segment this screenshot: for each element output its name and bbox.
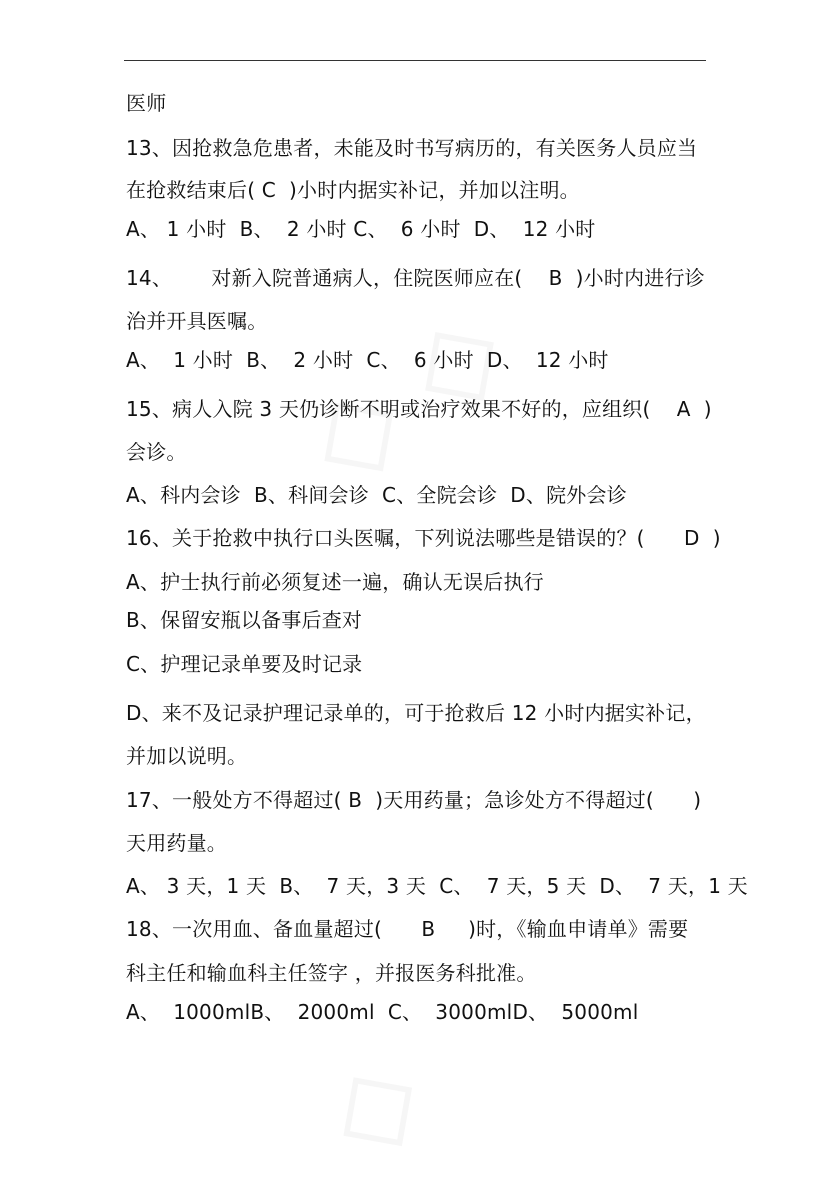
text-line: 并加以说明。 — [126, 744, 248, 768]
option-16-c: C、护理记录单要及时记录 — [126, 652, 363, 676]
option-16-d: D、来不及记录护理记录单的，可于抢救后 12 小时内据实补记， — [126, 701, 706, 725]
header-rule — [124, 60, 706, 61]
options-13: A、 1 小时 B、 2 小时 C、 6 小时 D、 12 小时 — [126, 217, 596, 241]
text-line: 在抢救结束后( C )小时内据实补记，并加以注明。 — [126, 178, 580, 202]
text-line: 天用药量。 — [126, 831, 227, 855]
question-14: 14、 对新入院普通病人，住院医师应在( B )小时内进行诊 — [126, 266, 705, 290]
options-15: A、科内会诊 B、科间会诊 C、全院会诊 D、院外会诊 — [126, 483, 627, 507]
text-line: 科主任和输血科主任签字 ，并报医务科批准。 — [126, 961, 537, 985]
option-16-a: A、护士执行前必须复述一遍，确认无误后执行 — [126, 570, 544, 594]
question-16: 16、关于抢救中执行口头医嘱，下列说法哪些是错误的？( D ) — [126, 526, 721, 550]
watermark — [282, 282, 525, 506]
question-17: 17、一般处方不得超过( B )天用药量；急诊处方不得超过( ) — [126, 788, 702, 812]
option-16-b: B、保留安瓶以备事后查对 — [126, 608, 363, 632]
question-18: 18、一次用血、备血量超过( B )时，《输血申请单》需要 — [126, 917, 689, 941]
question-15: 15、病人入院 3 天仍诊断不明或治疗效果不好的，应组织( A ) — [126, 397, 712, 421]
text-line: 治并开具医嘱。 — [126, 309, 268, 333]
text-line: 会诊。 — [126, 440, 187, 464]
options-14: A、 1 小时 B、 2 小时 C、 6 小时 D、 12 小时 — [126, 348, 609, 372]
options-17: A、 3 天，1 天 B、 7 天，3 天 C、 7 天，5 天 D、 7 天，1 天 — [126, 874, 748, 898]
text-line: 医师 — [126, 91, 167, 115]
watermark — [301, 1027, 444, 1180]
question-13: 13、因抢救急危患者，未能及时书写病历的，有关医务人员应当 — [126, 136, 698, 160]
options-18: A、 1000mlB、 2000ml C、 3000mlD、 5000ml — [126, 1000, 639, 1024]
